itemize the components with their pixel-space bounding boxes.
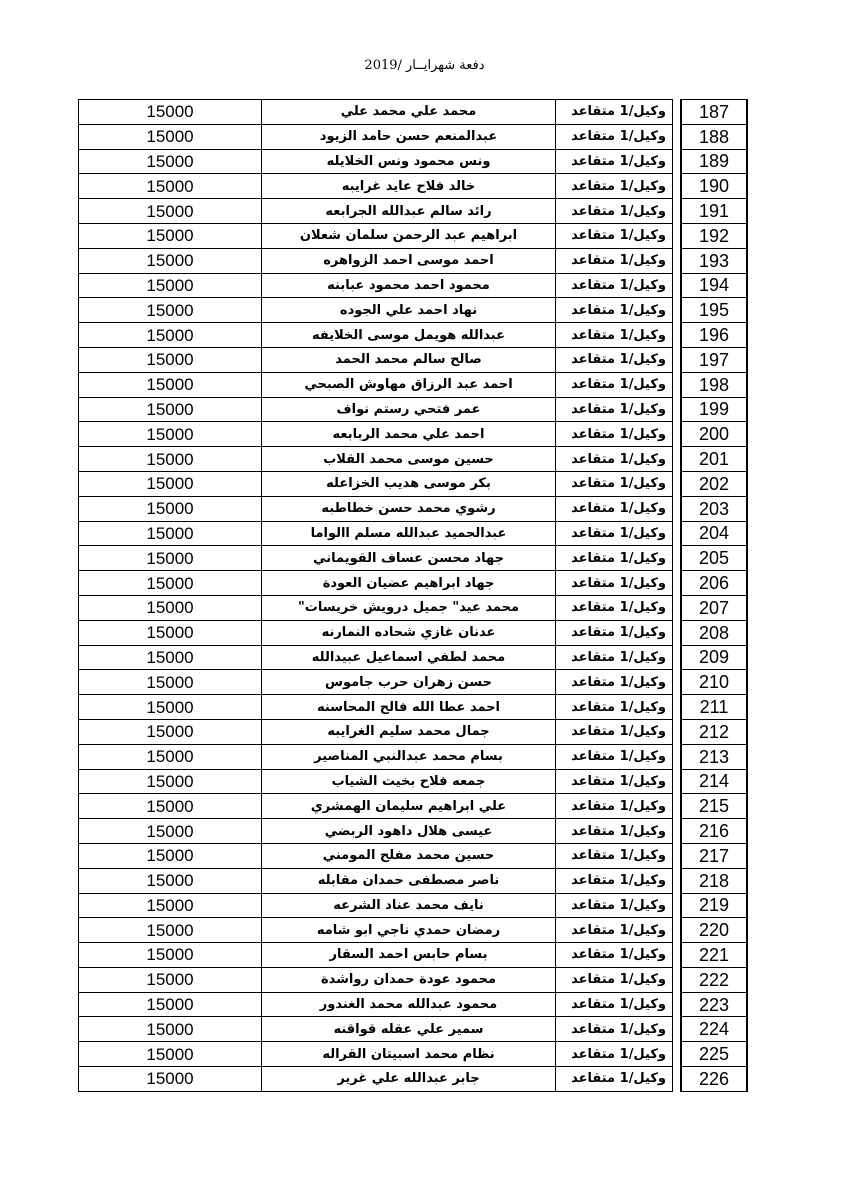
spacer-cell (673, 918, 682, 943)
serial-number-cell: 210 (681, 670, 747, 695)
rank-cell: وكيل/1 متقاعد (556, 595, 673, 620)
amount-cell: 15000 (79, 1017, 262, 1042)
serial-number-cell: 198 (681, 372, 747, 397)
amount-cell: 15000 (79, 843, 262, 868)
serial-number-cell: 220 (681, 918, 747, 943)
name-cell: جهاد ابراهيم عضيان العودة (262, 571, 556, 596)
spacer-cell (673, 769, 682, 794)
spacer-cell (673, 521, 682, 546)
amount-cell: 15000 (79, 819, 262, 844)
name-cell: عبدالمنعم حسن حامد الزيود (262, 124, 556, 149)
serial-number-cell: 190 (681, 174, 747, 199)
name-cell: خالد فلاح عايد غرايبه (262, 174, 556, 199)
name-cell: جمعه فلاح بخيت الشياب (262, 769, 556, 794)
name-cell: عدنان غازي شحاده النمارنه (262, 620, 556, 645)
spacer-cell (673, 695, 682, 720)
amount-cell: 15000 (79, 943, 262, 968)
name-cell: حسين موسى محمد القلاب (262, 447, 556, 472)
rank-cell: وكيل/1 متقاعد (556, 868, 673, 893)
rank-cell: وكيل/1 متقاعد (556, 199, 673, 224)
amount-cell: 15000 (79, 323, 262, 348)
table-row (79, 199, 748, 224)
name-cell: علي ابراهيم سليمان الهمشري (262, 794, 556, 819)
rank-cell: وكيل/1 متقاعد (556, 397, 673, 422)
rank-cell: وكيل/1 متقاعد (556, 124, 673, 149)
serial-number-cell: 192 (681, 223, 747, 248)
table-row (79, 571, 748, 596)
name-cell: رشوي محمد حسن خطاطبه (262, 496, 556, 521)
amount-cell: 15000 (79, 174, 262, 199)
serial-number-cell: 214 (681, 769, 747, 794)
rank-cell: وكيل/1 متقاعد (556, 1042, 673, 1067)
table-row (79, 967, 748, 992)
serial-number-cell: 225 (681, 1042, 747, 1067)
amount-cell: 15000 (79, 670, 262, 695)
rank-cell: وكيل/1 متقاعد (556, 893, 673, 918)
serial-number-cell: 199 (681, 397, 747, 422)
table-row (79, 1067, 748, 1092)
serial-number-cell: 217 (681, 843, 747, 868)
spacer-cell (673, 100, 682, 125)
rank-cell: وكيل/1 متقاعد (556, 447, 673, 472)
serial-number-cell: 188 (681, 124, 747, 149)
name-cell: جمال محمد سليم الغرايبه (262, 719, 556, 744)
rank-cell: وكيل/1 متقاعد (556, 918, 673, 943)
amount-cell: 15000 (79, 992, 262, 1017)
table-row (79, 645, 748, 670)
spacer-cell (673, 794, 682, 819)
table-row (79, 149, 748, 174)
table-row (79, 347, 748, 372)
name-cell: ناصر مصطفى حمدان مقابله (262, 868, 556, 893)
serial-number-cell: 201 (681, 447, 747, 472)
serial-number-cell: 216 (681, 819, 747, 844)
spacer-cell (673, 149, 682, 174)
table-row (79, 100, 748, 125)
amount-cell: 15000 (79, 546, 262, 571)
spacer-cell (673, 670, 682, 695)
serial-number-cell: 226 (681, 1067, 747, 1092)
serial-number-cell: 193 (681, 248, 747, 273)
rank-cell: وكيل/1 متقاعد (556, 769, 673, 794)
rank-cell: وكيل/1 متقاعد (556, 794, 673, 819)
table-row (79, 124, 748, 149)
rank-cell: وكيل/1 متقاعد (556, 571, 673, 596)
amount-cell: 15000 (79, 620, 262, 645)
serial-number-cell: 222 (681, 967, 747, 992)
name-cell: عبدالله هويمل موسى الخلايفه (262, 323, 556, 348)
serial-number-cell: 211 (681, 695, 747, 720)
serial-number-cell: 189 (681, 149, 747, 174)
name-cell: محمد عيد" جميل درويش خريسات" (262, 595, 556, 620)
rank-cell: وكيل/1 متقاعد (556, 843, 673, 868)
amount-cell: 15000 (79, 521, 262, 546)
amount-cell: 15000 (79, 124, 262, 149)
name-cell: عيسى هلال داهود الربضي (262, 819, 556, 844)
rank-cell: وكيل/1 متقاعد (556, 967, 673, 992)
name-cell: رائد سالم عبدالله الجرابعه (262, 199, 556, 224)
spacer-cell (673, 1042, 682, 1067)
amount-cell: 15000 (79, 595, 262, 620)
table-row (79, 546, 748, 571)
name-cell: نهاد احمد علي الجوده (262, 298, 556, 323)
rank-cell: وكيل/1 متقاعد (556, 273, 673, 298)
amount-cell: 15000 (79, 967, 262, 992)
rank-cell: وكيل/1 متقاعد (556, 223, 673, 248)
amount-cell: 15000 (79, 100, 262, 125)
amount-cell: 15000 (79, 422, 262, 447)
amount-cell: 15000 (79, 1042, 262, 1067)
amount-cell: 15000 (79, 918, 262, 943)
serial-number-cell: 215 (681, 794, 747, 819)
rank-cell: وكيل/1 متقاعد (556, 471, 673, 496)
serial-number-cell: 224 (681, 1017, 747, 1042)
rank-cell: وكيل/1 متقاعد (556, 323, 673, 348)
serial-number-cell: 202 (681, 471, 747, 496)
spacer-cell (673, 571, 682, 596)
table-row (79, 695, 748, 720)
amount-cell: 15000 (79, 744, 262, 769)
name-cell: بكر موسى هديب الخزاعله (262, 471, 556, 496)
table-row (79, 819, 748, 844)
spacer-cell (673, 893, 682, 918)
table-row (79, 471, 748, 496)
table-row (79, 422, 748, 447)
spacer-cell (673, 496, 682, 521)
rank-cell: وكيل/1 متقاعد (556, 100, 673, 125)
spacer-cell (673, 273, 682, 298)
rank-cell: وكيل/1 متقاعد (556, 670, 673, 695)
rank-cell: وكيل/1 متقاعد (556, 298, 673, 323)
table-row (79, 595, 748, 620)
spacer-cell (673, 992, 682, 1017)
table-row (79, 918, 748, 943)
rank-cell: وكيل/1 متقاعد (556, 521, 673, 546)
rank-cell: وكيل/1 متقاعد (556, 744, 673, 769)
rank-cell: وكيل/1 متقاعد (556, 174, 673, 199)
serial-number-cell: 209 (681, 645, 747, 670)
name-cell: عمر فتحي رستم نواف (262, 397, 556, 422)
spacer-cell (673, 124, 682, 149)
rank-cell: وكيل/1 متقاعد (556, 496, 673, 521)
name-cell: ابراهيم عبد الرحمن سلمان شعلان (262, 223, 556, 248)
table-row (79, 868, 748, 893)
amount-cell: 15000 (79, 149, 262, 174)
table-row (79, 397, 748, 422)
spacer-cell (673, 868, 682, 893)
table-row (79, 174, 748, 199)
name-cell: محمد علي محمد علي (262, 100, 556, 125)
payment-table (78, 99, 748, 1092)
name-cell: محمود عبدالله محمد الغندور (262, 992, 556, 1017)
serial-number-cell: 219 (681, 893, 747, 918)
serial-number-cell: 196 (681, 323, 747, 348)
spacer-cell (673, 645, 682, 670)
rank-cell: وكيل/1 متقاعد (556, 943, 673, 968)
spacer-cell (673, 595, 682, 620)
rank-cell: وكيل/1 متقاعد (556, 620, 673, 645)
serial-number-cell: 213 (681, 744, 747, 769)
table-row (79, 769, 748, 794)
serial-number-cell: 204 (681, 521, 747, 546)
table-row (79, 719, 748, 744)
name-cell: ونس محمود ونس الخلايله (262, 149, 556, 174)
name-cell: بسام محمد عبدالنبي المناصير (262, 744, 556, 769)
table-row (79, 620, 748, 645)
amount-cell: 15000 (79, 471, 262, 496)
spacer-cell (673, 447, 682, 472)
spacer-cell (673, 819, 682, 844)
serial-number-cell: 207 (681, 595, 747, 620)
rank-cell: وكيل/1 متقاعد (556, 149, 673, 174)
name-cell: محمد لطفي اسماعيل عبيدالله (262, 645, 556, 670)
amount-cell: 15000 (79, 719, 262, 744)
serial-number-cell: 205 (681, 546, 747, 571)
table-row (79, 447, 748, 472)
serial-number-cell: 187 (681, 100, 747, 125)
table-row (79, 248, 748, 273)
table-row (79, 992, 748, 1017)
table-row (79, 521, 748, 546)
serial-number-cell: 191 (681, 199, 747, 224)
amount-cell: 15000 (79, 372, 262, 397)
table-row (79, 273, 748, 298)
amount-cell: 15000 (79, 571, 262, 596)
page-title: دفعة شهرايــار /2019 (364, 58, 485, 73)
spacer-cell (673, 546, 682, 571)
rank-cell: وكيل/1 متقاعد (556, 695, 673, 720)
table-row (79, 1042, 748, 1067)
name-cell: احمد عطا الله فالح المحاسنه (262, 695, 556, 720)
serial-number-cell: 194 (681, 273, 747, 298)
name-cell: عبدالحميد عبدالله مسلم االواما (262, 521, 556, 546)
name-cell: نظام محمد اسبيتان القراله (262, 1042, 556, 1067)
amount-cell: 15000 (79, 248, 262, 273)
rank-cell: وكيل/1 متقاعد (556, 719, 673, 744)
amount-cell: 15000 (79, 273, 262, 298)
spacer-cell (673, 323, 682, 348)
name-cell: صالح سالم محمد الحمد (262, 347, 556, 372)
spacer-cell (673, 298, 682, 323)
amount-cell: 15000 (79, 1067, 262, 1092)
table-row (79, 843, 748, 868)
spacer-cell (673, 943, 682, 968)
rank-cell: وكيل/1 متقاعد (556, 248, 673, 273)
table-row (79, 298, 748, 323)
name-cell: احمد موسى احمد الزواهره (262, 248, 556, 273)
serial-number-cell: 212 (681, 719, 747, 744)
rank-cell: وكيل/1 متقاعد (556, 645, 673, 670)
spacer-cell (673, 248, 682, 273)
spacer-cell (673, 174, 682, 199)
spacer-cell (673, 397, 682, 422)
rank-cell: وكيل/1 متقاعد (556, 422, 673, 447)
spacer-cell (673, 223, 682, 248)
table-row (79, 223, 748, 248)
table-row (79, 372, 748, 397)
spacer-cell (673, 347, 682, 372)
amount-cell: 15000 (79, 199, 262, 224)
table-row (79, 670, 748, 695)
serial-number-cell: 197 (681, 347, 747, 372)
name-cell: جابر عبدالله علي غرير (262, 1067, 556, 1092)
spacer-cell (673, 372, 682, 397)
spacer-cell (673, 1017, 682, 1042)
name-cell: نايف محمد عناد الشرعه (262, 893, 556, 918)
serial-number-cell: 200 (681, 422, 747, 447)
spacer-cell (673, 422, 682, 447)
amount-cell: 15000 (79, 769, 262, 794)
name-cell: حسن زهران حرب جاموس (262, 670, 556, 695)
serial-number-cell: 195 (681, 298, 747, 323)
name-cell: احمد علي محمد الربابعه (262, 422, 556, 447)
spacer-cell (673, 719, 682, 744)
spacer-cell (673, 744, 682, 769)
spacer-cell (673, 1067, 682, 1092)
table-row (79, 496, 748, 521)
amount-cell: 15000 (79, 347, 262, 372)
serial-number-cell: 218 (681, 868, 747, 893)
table-row (79, 1017, 748, 1042)
amount-cell: 15000 (79, 223, 262, 248)
serial-number-cell: 206 (681, 571, 747, 596)
rank-cell: وكيل/1 متقاعد (556, 372, 673, 397)
name-cell: جهاد محسن عساف القويماني (262, 546, 556, 571)
amount-cell: 15000 (79, 496, 262, 521)
amount-cell: 15000 (79, 868, 262, 893)
table-row (79, 744, 748, 769)
name-cell: بسام حابس احمد السقار (262, 943, 556, 968)
serial-number-cell: 221 (681, 943, 747, 968)
name-cell: رمضان حمدي ناجي ابو شامه (262, 918, 556, 943)
table-row (79, 893, 748, 918)
amount-cell: 15000 (79, 298, 262, 323)
amount-cell: 15000 (79, 645, 262, 670)
table-row (79, 943, 748, 968)
amount-cell: 15000 (79, 794, 262, 819)
spacer-cell (673, 199, 682, 224)
rank-cell: وكيل/1 متقاعد (556, 1017, 673, 1042)
serial-number-cell: 203 (681, 496, 747, 521)
serial-number-cell: 208 (681, 620, 747, 645)
amount-cell: 15000 (79, 893, 262, 918)
spacer-cell (673, 471, 682, 496)
name-cell: محمود عودة حمدان رواشدة (262, 967, 556, 992)
amount-cell: 15000 (79, 397, 262, 422)
amount-cell: 15000 (79, 695, 262, 720)
rank-cell: وكيل/1 متقاعد (556, 1067, 673, 1092)
spacer-cell (673, 620, 682, 645)
name-cell: حسين محمد مفلح المومني (262, 843, 556, 868)
spacer-cell (673, 967, 682, 992)
table-body (79, 100, 748, 1092)
name-cell: محمود احمد محمود عبابنه (262, 273, 556, 298)
table-row (79, 794, 748, 819)
rank-cell: وكيل/1 متقاعد (556, 992, 673, 1017)
spacer-cell (673, 843, 682, 868)
name-cell: سمير علي عقله قواقنه (262, 1017, 556, 1042)
amount-cell: 15000 (79, 447, 262, 472)
rank-cell: وكيل/1 متقاعد (556, 819, 673, 844)
rank-cell: وكيل/1 متقاعد (556, 546, 673, 571)
rank-cell: وكيل/1 متقاعد (556, 347, 673, 372)
serial-number-cell: 223 (681, 992, 747, 1017)
table-row (79, 323, 748, 348)
name-cell: احمد عبد الرزاق مهاوش الصبحي (262, 372, 556, 397)
